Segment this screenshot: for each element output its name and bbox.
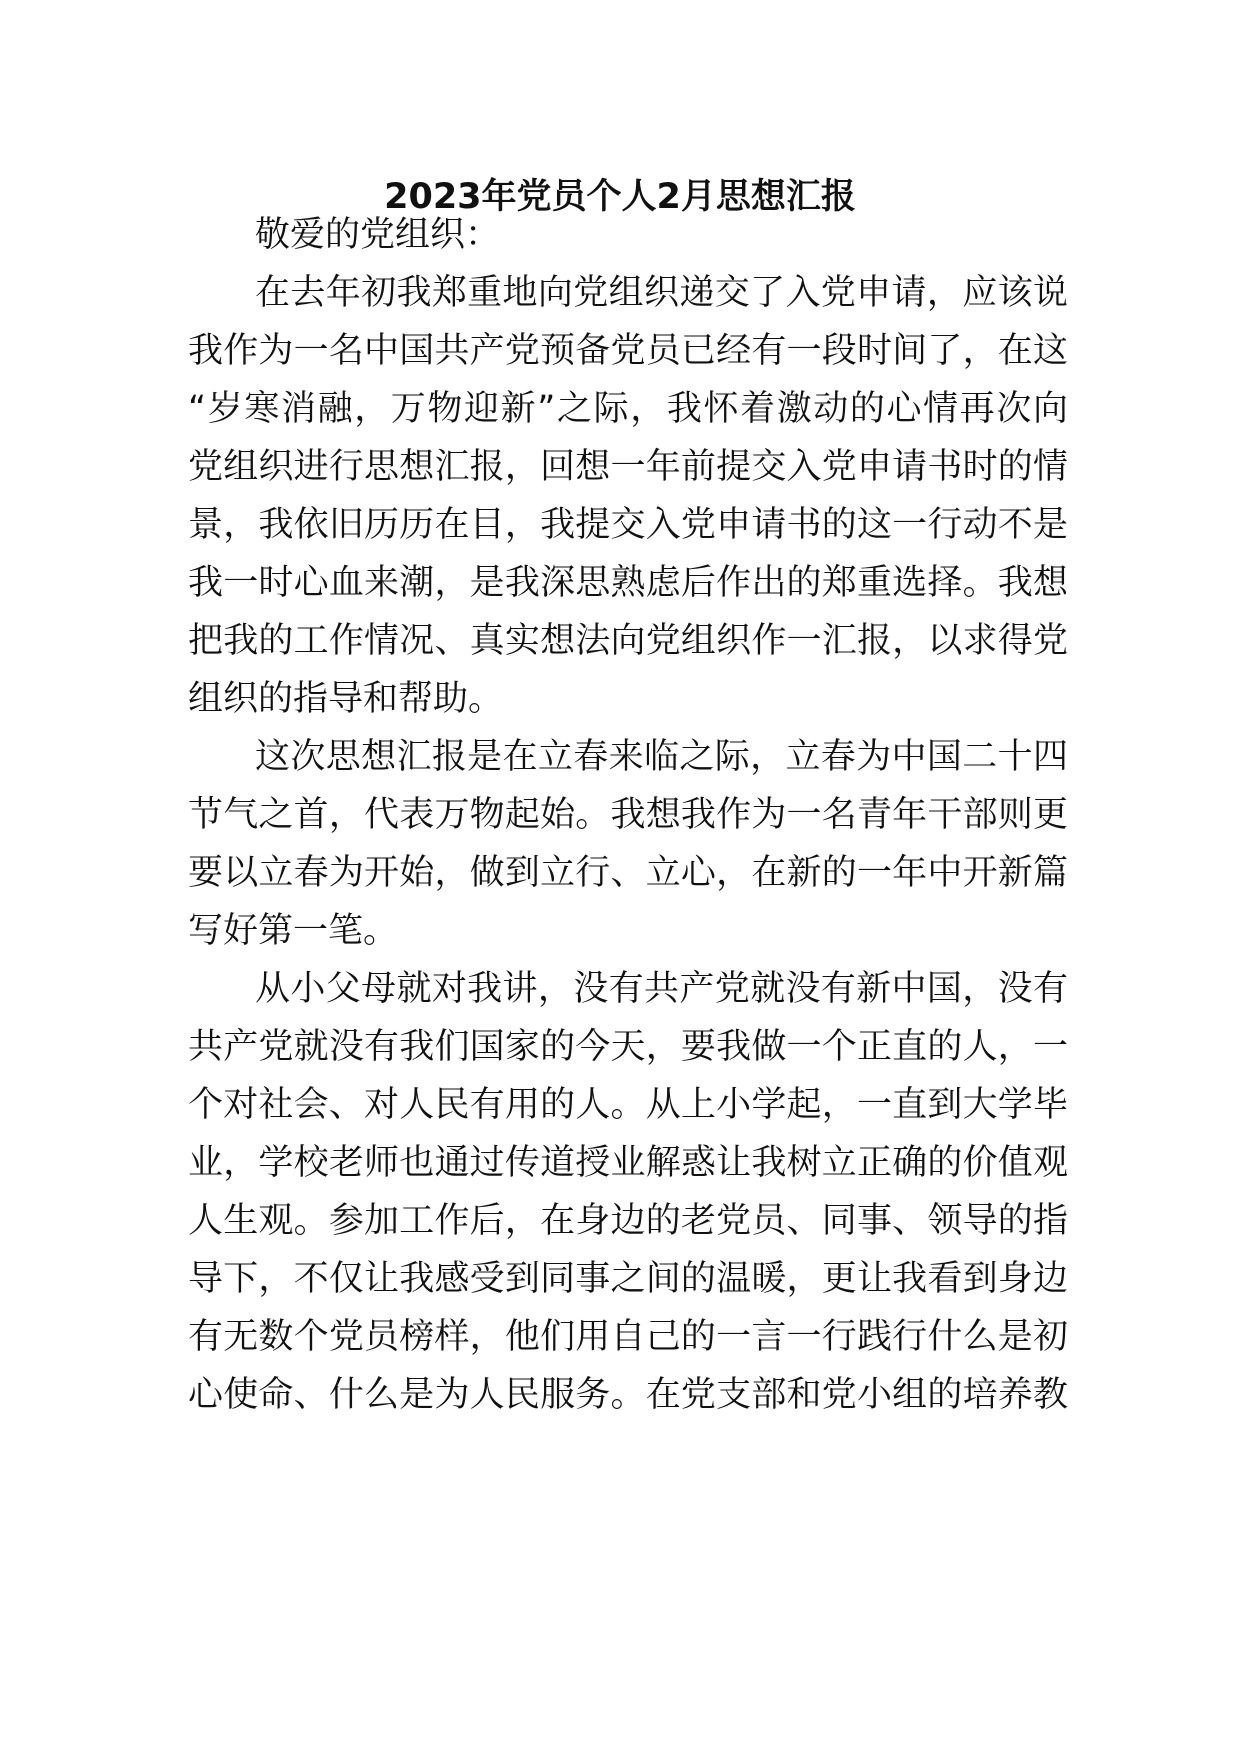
text-line: 业，学校老师也通过传道授业解惑让我树立正确的价值观	[188, 1143, 1068, 1183]
text-line: 景，我依旧历历在目，我提交入党申请书的这一行动不是	[188, 505, 1068, 545]
text-line: 要以立春为开始，做到立行、立心，在新的一年中开新篇	[188, 853, 1068, 893]
document-title: 2023年党员个人2月思想汇报	[384, 177, 856, 217]
text-line: 有无数个党员榜样，他们用自己的一言一行践行什么是初	[188, 1317, 1068, 1357]
text-line: 写好第一笔。	[188, 911, 399, 951]
text-line: 个对社会、对人民有用的人。从上小学起，一直到大学毕	[188, 1085, 1068, 1125]
text-line: 节气之首，代表万物起始。我想我作为一名青年干部则更	[188, 795, 1068, 835]
text-line: 共产党就没有我们国家的今天，要我做一个正直的人，一	[188, 1027, 1068, 1067]
text-line: “岁寒消融，万物迎新”之际，我怀着激动的心情再次向	[188, 389, 1068, 429]
text-line: 把我的工作情况、真实想法向党组织作一汇报，以求得党	[188, 621, 1068, 661]
text-line: 导下，不仅让我感受到同事之间的温暖，更让我看到身边	[188, 1259, 1068, 1299]
text-line: 组织的指导和帮助。	[188, 679, 504, 719]
text-line: 人生观。参加工作后，在身边的老党员、同事、领导的指	[188, 1201, 1068, 1241]
text-line: 这次思想汇报是在立春来临之际，立春为中国二十四	[255, 737, 1068, 777]
text-line: 在去年初我郑重地向党组织递交了入党申请，应该说	[255, 273, 1068, 313]
text-line: 心使命、什么是为人民服务。在党支部和党小组的培养教	[188, 1375, 1068, 1415]
text-line: 我作为一名中国共产党预备党员已经有一段时间了，在这	[188, 331, 1068, 371]
salutation: 敬爱的党组织：	[255, 215, 501, 255]
text-line: 党组织进行思想汇报，回想一年前提交入党申请书时的情	[188, 447, 1068, 487]
text-line: 从小父母就对我讲，没有共产党就没有新中国，没有	[255, 969, 1068, 1009]
text-line: 我一时心血来潮，是我深思熟虑后作出的郑重选择。我想	[188, 563, 1068, 603]
